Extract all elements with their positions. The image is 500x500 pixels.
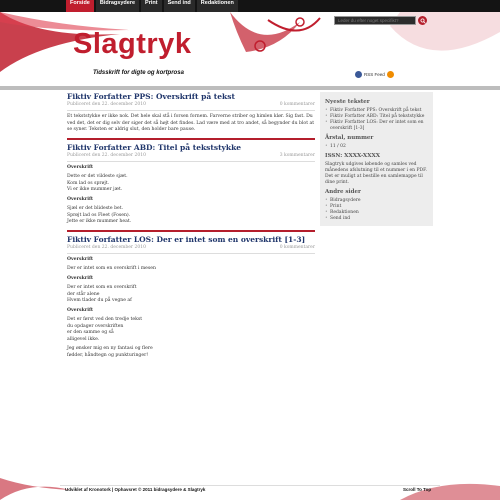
post-heading: Overskrift [67,196,94,202]
sidebar-item-other[interactable]: • Print [325,204,428,210]
sidebar-item-other[interactable]: • Bidragsydere [325,198,428,204]
post [67,143,315,226]
post-line: Det er først ved den tredje tekst [67,317,143,322]
facebook-icon[interactable] [355,71,362,78]
post-meta [67,102,315,111]
post-heading: Overskrift [67,307,94,313]
sidebar-item-other[interactable]: • Send ind [325,216,428,222]
post-heading: Overskrift [67,256,94,262]
post-line: Kom lad os sprøjt. [67,180,110,186]
post-date: Publiceret den 22. december 2010 [67,244,146,250]
post-date: Publiceret den 22. december 2010 [67,102,146,107]
post-line: Der er intet som en overskrift [67,285,137,290]
nav-item-print[interactable]: Print [141,0,162,12]
post-line: Vi er ikke mummer jæt. [67,187,123,192]
post-line: er den samme og så [67,330,114,335]
post-line: Jette er ikke mummer heat. [67,219,132,224]
nav-item-bidragsydere[interactable]: Bidragsydere [96,0,139,12]
post-date: Publiceret den 22. december 2010 [67,152,146,158]
sidebar-heading-issn: ISSN: XXXX-XXXX [325,153,380,159]
post-comments[interactable]: 0 kommentarer [279,244,315,250]
post-meta [67,153,315,162]
post-paragraph [67,174,315,194]
post-line: du opdager overskriften [67,323,124,329]
sidebar-heading-other: Andre sider [325,189,361,195]
rss-area [355,71,394,78]
post [67,235,315,360]
sidebar-heading-year: Årstal, nummer [325,135,374,141]
post-heading: Overskrift [67,164,94,170]
post-paragraph [67,206,315,226]
rss-icon[interactable] [387,71,394,78]
other-list [325,198,428,222]
post-title[interactable]: Fiktiv Forfatter ABD: Titel på tekststykke [67,142,242,152]
post-paragraph: Der er intet som en overskrift i mesen [67,266,156,271]
sidebar-item-newest[interactable]: • Fiktiv Forfatter PPS: Overskrift på tekst [325,108,428,114]
post-title[interactable]: Fiktiv Forfatter LOS: Der er intet som en overskrift [1-3] [67,234,306,244]
nav-item-forside[interactable]: Forside [66,0,94,12]
post-separator [67,138,315,140]
nav-item-redaktionen[interactable]: Redaktionen [197,0,238,12]
post-title[interactable]: Fiktiv Forfatter PPS: Overskrift på tekst [67,92,235,101]
post-paragraph: Et tekststykke er ikke nok. Det hele skal stå i forsen fornem. Farverne striber og himlen klør. Sig fast. Du ved det, det er dig selv der siger det så højt det findes. Lad være med at tro andet, så begynder du blot at se syner. Teksten er aldrig slut, den holder bare pause. [67,114,315,132]
post-paragraph [67,285,315,305]
sidebar-heading-newest: Nyeste tekster [325,99,370,105]
post-line: der står alene [67,291,100,297]
post-meta [67,245,315,254]
post [67,92,315,134]
sidebar [320,92,433,226]
scroll-to-top[interactable]: Scroll To Top [403,487,432,492]
sidebar-item-newest[interactable]: • Fiktiv Forfatter LOS: Der er intet som en overskrift [1-3] [325,120,428,132]
header-divider [0,86,500,90]
footer-divider [60,485,440,486]
sidebar-item-newest[interactable]: • Fiktiv Forfatter ABD: Titel på tekststykke [325,114,428,120]
post-heading: Overskrift [67,275,94,281]
site-tagline: Tidsskrift for digte og kortprosa [93,70,184,76]
post-separator [67,230,315,232]
site-logo[interactable]: Slagtryk [73,28,192,60]
nav-item-send-ind[interactable]: Send ind [164,0,195,12]
year-list [325,144,428,150]
rss-link[interactable]: RSS Feed [364,72,385,77]
sidebar-item-other[interactable]: • Redaktionen [325,210,428,216]
post-line: alligevel ikke. [67,336,100,342]
post-line: Sprøjt lad os Fleet (Fosen). [67,212,131,218]
search-input[interactable] [334,16,416,25]
post-line: fødder, håndtegn og punkturinger! [67,352,149,358]
post-line: Jeg ønsker mig en ny fantasi og flere [67,346,153,351]
issn-text: Slagtryk udgives løbende og samles ved månedens afslutning til et nummer i en PDF. Det er muligt at bestille en samlemappe til dine print. [325,162,427,185]
main-nav [66,0,238,12]
footer-text: Udviklet af Kronotork | Ophavsret © 2011 bidragsydere & Slagtryk [65,487,206,492]
post-line: Hvem tlader du på vegne af [67,298,132,303]
post-paragraph [67,346,315,359]
post-comments[interactable]: 3 kommentarer [279,152,315,158]
search-icon [420,18,426,24]
newest-list [325,108,428,132]
main-content [67,92,315,363]
post-paragraph [67,317,315,343]
post-line: Sjæl er det blideste bet. [67,206,124,211]
post-line: Dette er det vildeste sjæt. [67,174,128,179]
post-comments[interactable]: 0 kommentarer [279,102,315,107]
sidebar-item-year[interactable]: • 11 / 02 [325,144,428,150]
search-button[interactable] [418,16,427,25]
